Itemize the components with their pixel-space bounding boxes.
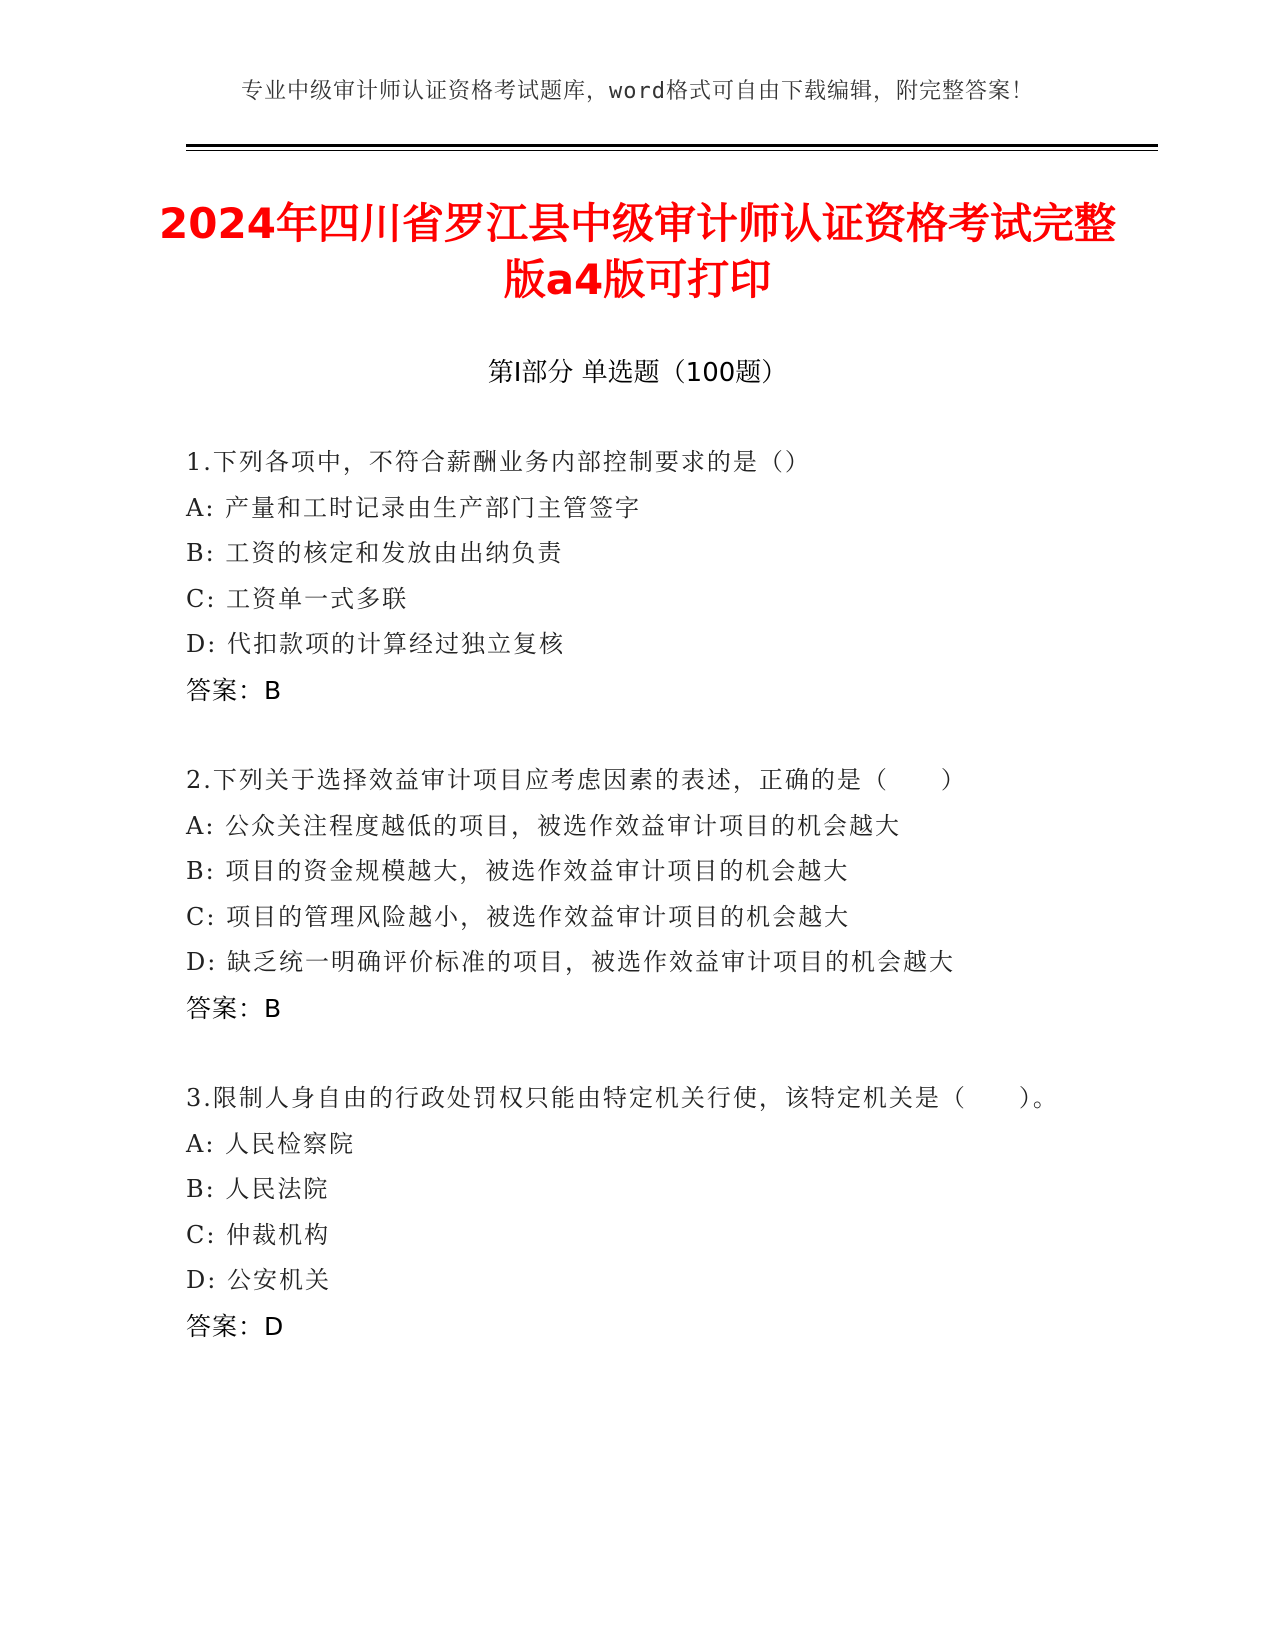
question-stem: 1.下列各项中，不符合薪酬业务内部控制要求的是（） bbox=[186, 448, 811, 476]
option-c: C: 仲裁机构 bbox=[186, 1220, 331, 1249]
option-b: B: 工资的核定和发放由出纳负责 bbox=[186, 539, 564, 567]
answer: 答案：D bbox=[186, 1311, 285, 1341]
page-header: 专业中级审计师认证资格考试题库，word格式可自由下载编辑，附完整答案！ bbox=[241, 79, 1034, 104]
option-c: C: 项目的管理风险越小，被选作效益审计项目的机会越大 bbox=[186, 902, 851, 931]
option-b: B: 人民法院 bbox=[186, 1175, 330, 1203]
option-a: A: 公众关注程度越低的项目，被选作效益审计项目的机会越大 bbox=[186, 811, 902, 840]
option-b: B: 项目的资金规模越大，被选作效益审计项目的机会越大 bbox=[186, 857, 850, 885]
option-c: C: 工资单一式多联 bbox=[186, 584, 409, 613]
document-title: 2024年四川省罗江县中级审计师认证资格考试完整版a4版可打印 bbox=[159, 199, 1116, 304]
question-2 bbox=[186, 758, 1116, 1031]
option-a: A: 产量和工时记录由生产部门主管签字 bbox=[186, 493, 642, 522]
option-a: A: 人民检察院 bbox=[186, 1129, 356, 1158]
answer: 答案：B bbox=[186, 675, 283, 705]
header-rule bbox=[186, 144, 1158, 151]
question-1 bbox=[186, 440, 1116, 713]
question-stem: 2.下列关于选择效益审计项目应考虑因素的表述，正确的是（ ） bbox=[186, 766, 967, 794]
question-stem: 3.限制人身自由的行政处罚权只能由特定机关行使，该特定机关是（ ）。 bbox=[186, 1084, 1059, 1112]
option-d: D: 公安机关 bbox=[186, 1266, 331, 1294]
section-heading: 第Ⅰ部分 单选题（100题） bbox=[487, 358, 788, 388]
question-list bbox=[186, 440, 1116, 1394]
option-d: D: 代扣款项的计算经过独立复核 bbox=[186, 630, 565, 658]
question-3 bbox=[186, 1076, 1116, 1349]
option-d: D: 缺乏统一明确评价标准的项目，被选作效益审计项目的机会越大 bbox=[186, 948, 955, 976]
answer: 答案：B bbox=[186, 993, 283, 1023]
